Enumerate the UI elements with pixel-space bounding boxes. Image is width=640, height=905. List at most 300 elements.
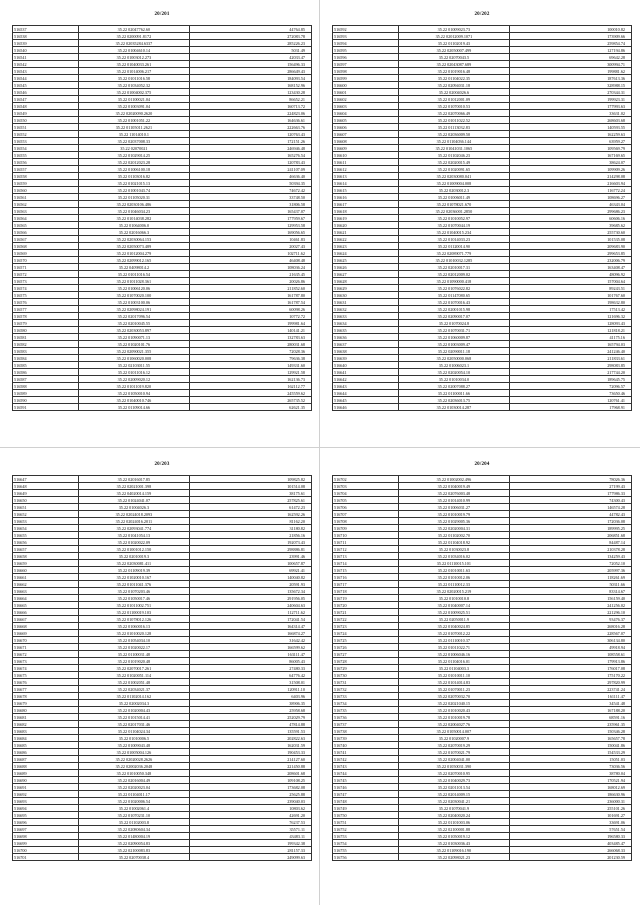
row-id: 516683 bbox=[13, 728, 79, 735]
row-amount: 23991.46 bbox=[190, 553, 312, 560]
table-row bbox=[13, 756, 312, 763]
row-id: 516661 bbox=[13, 574, 79, 581]
row-amount: 25625.88 bbox=[190, 791, 312, 798]
row-amount: 109909.26 bbox=[510, 166, 632, 173]
row-amount: 34541.48 bbox=[510, 700, 632, 707]
row-id: 516714 bbox=[333, 560, 399, 567]
row-code: 35.22 02050011.9 bbox=[398, 616, 509, 623]
row-amount: 38624.07 bbox=[510, 159, 632, 166]
row-code: 35.22 01006023.1 bbox=[398, 362, 509, 369]
table-row bbox=[13, 26, 312, 33]
row-code: 35.22 02070010.95 bbox=[398, 770, 509, 777]
table-row bbox=[333, 609, 632, 616]
table-row bbox=[333, 581, 632, 588]
row-amount: 280031.68 bbox=[190, 341, 312, 348]
row-amount: 239040.03 bbox=[190, 798, 312, 805]
row-code: 35.22 02090021.355 bbox=[78, 348, 189, 355]
row-id: 516726 bbox=[333, 644, 399, 651]
row-code: 35.22 01040024.85 bbox=[398, 623, 509, 630]
row-code: 35.22 01078021.670 bbox=[398, 201, 509, 208]
table-row bbox=[333, 854, 632, 861]
table-row bbox=[333, 40, 632, 47]
row-code: 35.22 02004026.6 bbox=[398, 89, 509, 96]
table-row bbox=[333, 187, 632, 194]
row-id: 516641 bbox=[333, 369, 399, 376]
row-code: 35.22 04098014.2 bbox=[78, 264, 189, 271]
row-id: 516635 bbox=[333, 327, 399, 334]
row-amount: 150346.28 bbox=[510, 728, 632, 735]
table-row bbox=[333, 264, 632, 271]
row-id: 516570 bbox=[13, 257, 79, 264]
row-id: 516582 bbox=[13, 341, 79, 348]
row-id: 516563 bbox=[13, 208, 79, 215]
row-code: 35.22 02080604.34 bbox=[78, 826, 189, 833]
data-table bbox=[12, 25, 312, 411]
row-id: 516681 bbox=[13, 714, 79, 721]
row-id: 516621 bbox=[333, 229, 399, 236]
row-code: 35.22 02010019.3 bbox=[78, 553, 189, 560]
row-code: 35.22 01010011.10 bbox=[398, 672, 509, 679]
row-amount: 150041.86 bbox=[510, 742, 632, 749]
row-amount: 63959.27 bbox=[510, 138, 632, 145]
row-code: 35.22 01009043.48 bbox=[78, 742, 189, 749]
table-row bbox=[13, 763, 312, 770]
row-code: 35.22 02100083.83 bbox=[78, 847, 189, 854]
row-id: 516703 bbox=[333, 483, 399, 490]
row-amount: 167188.20 bbox=[510, 707, 632, 714]
row-id: 516687 bbox=[13, 756, 79, 763]
table-row bbox=[333, 54, 632, 61]
row-amount: 161111.47 bbox=[510, 693, 632, 700]
row-amount: 44782.43 bbox=[510, 511, 632, 518]
row-id: 516648 bbox=[13, 483, 79, 490]
row-amount: 162136.73 bbox=[190, 376, 312, 383]
table-row bbox=[333, 68, 632, 75]
row-code: 35.22 01012001.09 bbox=[398, 96, 509, 103]
row-amount: 20026.86 bbox=[190, 278, 312, 285]
row-code: 35.22 01003091.04 bbox=[78, 103, 189, 110]
row-amount: 164314.47 bbox=[190, 623, 312, 630]
table-row bbox=[13, 187, 312, 194]
table-row bbox=[13, 581, 312, 588]
row-code: 35.22 01001051.22 bbox=[78, 117, 189, 124]
row-id: 516547 bbox=[13, 96, 79, 103]
row-id: 516754 bbox=[333, 840, 399, 847]
row-amount: 46636.40 bbox=[190, 173, 312, 180]
row-amount: 252029.79 bbox=[190, 714, 312, 721]
row-id: 516666 bbox=[13, 609, 79, 616]
table-row bbox=[333, 490, 632, 497]
table-row bbox=[333, 243, 632, 250]
row-code: 35.22 01070024.8 bbox=[398, 320, 509, 327]
row-amount: 160713.72 bbox=[190, 103, 312, 110]
row-code: 35.22 01109014.66 bbox=[78, 404, 189, 411]
row-amount: 15051.03 bbox=[510, 756, 632, 763]
row-code: 35.22 02093041.774 bbox=[78, 525, 189, 532]
row-id: 516572 bbox=[13, 271, 79, 278]
table-row bbox=[333, 518, 632, 525]
table-row bbox=[13, 33, 312, 40]
row-amount: 206851.68 bbox=[510, 532, 632, 539]
row-amount: 42691.20 bbox=[190, 812, 312, 819]
row-amount: 241246.40 bbox=[510, 348, 632, 355]
row-code: 35.22 02024018.2093 bbox=[78, 511, 189, 518]
row-amount: 108696.27 bbox=[510, 194, 632, 201]
row-id: 516674 bbox=[13, 665, 79, 672]
table-row bbox=[13, 553, 312, 560]
row-amount: 74672.42 bbox=[190, 187, 312, 194]
row-code: 35.22 01100011.66 bbox=[398, 390, 509, 397]
row-amount: 127194.86 bbox=[510, 47, 632, 54]
row-id: 516678 bbox=[13, 693, 79, 700]
table-row bbox=[13, 327, 312, 334]
row-id: 516723 bbox=[333, 623, 399, 630]
row-code: 35.22 01011002.751 bbox=[78, 602, 189, 609]
table-row bbox=[13, 40, 312, 47]
row-id: 516706 bbox=[333, 504, 399, 511]
table-row bbox=[13, 166, 312, 173]
row-code: 35.22 02020004.31 bbox=[398, 525, 509, 532]
table-row bbox=[333, 334, 632, 341]
row-code: 35.22 01010052.97 bbox=[398, 215, 509, 222]
row-code: 35.22 01064006.0 bbox=[78, 222, 189, 229]
row-code: 35.22 01076022.82 bbox=[398, 285, 509, 292]
row-id: 516694 bbox=[13, 805, 79, 812]
row-amount: 27480.33 bbox=[190, 665, 312, 672]
row-amount: 121818.21 bbox=[510, 327, 632, 334]
table-row bbox=[13, 672, 312, 679]
row-amount: 189645.75 bbox=[510, 376, 632, 383]
row-code: 35.22 01070044.19 bbox=[398, 222, 509, 229]
row-amount: 48096.92 bbox=[510, 271, 632, 278]
row-id: 516617 bbox=[333, 201, 399, 208]
row-amount: 186630.96 bbox=[510, 791, 632, 798]
row-code: 35.22 02021001.398 bbox=[78, 483, 189, 490]
row-id: 516549 bbox=[13, 110, 79, 117]
table-row bbox=[333, 348, 632, 355]
row-amount: 102711.62 bbox=[190, 250, 312, 257]
row-id: 516610 bbox=[333, 152, 399, 159]
row-id: 516569 bbox=[13, 250, 79, 257]
row-id: 516624 bbox=[333, 250, 399, 257]
table-row bbox=[13, 152, 312, 159]
row-amount: 297820.99 bbox=[510, 679, 632, 686]
row-code: 35.22 01102014.162 bbox=[78, 693, 189, 700]
row-id: 516672 bbox=[13, 651, 79, 658]
row-id: 516740 bbox=[333, 742, 399, 749]
row-id: 516553 bbox=[13, 138, 79, 145]
row-amount: 192073.43 bbox=[190, 539, 312, 546]
table-row bbox=[13, 525, 312, 532]
row-code: 35.22 01029014.25 bbox=[78, 152, 189, 159]
row-code: 35.22 01020101.76 bbox=[78, 341, 189, 348]
table-row bbox=[13, 362, 312, 369]
row-amount: 100010.82 bbox=[510, 26, 632, 33]
row-code: 35.22 02047762.60 bbox=[78, 26, 189, 33]
table-row bbox=[333, 61, 632, 68]
row-amount: 246946.48 bbox=[190, 145, 312, 152]
table-row bbox=[333, 511, 632, 518]
table-row bbox=[333, 292, 632, 299]
row-code: 35.22 01090071.13 bbox=[78, 334, 189, 341]
row-id: 516602 bbox=[333, 96, 399, 103]
row-amount: 57651.54 bbox=[510, 826, 632, 833]
row-code: 35.22 01010050.348 bbox=[78, 770, 189, 777]
row-id: 516686 bbox=[13, 749, 79, 756]
row-amount: 168152.96 bbox=[190, 82, 312, 89]
row-amount: 179913.86 bbox=[510, 658, 632, 665]
table-row bbox=[13, 777, 312, 784]
row-code: 35.22 02050007.499 bbox=[398, 47, 509, 54]
row-id: 516701 bbox=[13, 854, 79, 861]
row-id: 516607 bbox=[333, 131, 399, 138]
row-code: 35.22 01020091.65 bbox=[398, 166, 509, 173]
row-id: 516721 bbox=[333, 609, 399, 616]
row-id: 516628 bbox=[333, 278, 399, 285]
row-id: 516538 bbox=[13, 33, 79, 40]
table-row bbox=[333, 504, 632, 511]
row-id: 516552 bbox=[13, 131, 79, 138]
table-row bbox=[333, 595, 632, 602]
row-code: 35.22 02070038.4 bbox=[78, 854, 189, 861]
row-amount: 245559.62 bbox=[190, 390, 312, 397]
row-amount: 221450.88 bbox=[190, 763, 312, 770]
table-row bbox=[13, 348, 312, 355]
table-row bbox=[333, 756, 632, 763]
row-amount: 49918.94 bbox=[510, 644, 632, 651]
row-id: 516542 bbox=[13, 61, 79, 68]
row-id: 516733 bbox=[333, 693, 399, 700]
row-id: 516633 bbox=[333, 313, 399, 320]
row-id: 516605 bbox=[333, 117, 399, 124]
table-row bbox=[333, 327, 632, 334]
row-amount: 33748.50 bbox=[190, 194, 312, 201]
data-table bbox=[332, 25, 632, 411]
row-code: 35.22 01078012.126 bbox=[78, 616, 189, 623]
row-id: 516608 bbox=[333, 138, 399, 145]
row-amount: 41175.16 bbox=[510, 334, 632, 341]
data-table bbox=[12, 475, 312, 861]
row-code: 35.22 01006046.16 bbox=[398, 651, 509, 658]
row-amount: 89243.51 bbox=[510, 285, 632, 292]
row-code: 35.22 02030053.897 bbox=[78, 327, 189, 334]
row-amount: 101535.08 bbox=[510, 236, 632, 243]
row-id: 516550 bbox=[13, 117, 79, 124]
table-row bbox=[333, 229, 632, 236]
row-code: 35.22 01105011.2621 bbox=[78, 124, 189, 131]
row-amount: 161787.54 bbox=[190, 299, 312, 306]
table-row bbox=[13, 791, 312, 798]
row-code: 35.22 01100019.103 bbox=[78, 609, 189, 616]
row-amount: 285226.23 bbox=[190, 40, 312, 47]
table-row bbox=[13, 47, 312, 54]
table-row bbox=[333, 553, 632, 560]
row-amount: 202822.63 bbox=[190, 735, 312, 742]
row-code: 35.22 01060009.87 bbox=[398, 334, 509, 341]
row-code: 35.22 01019016.48 bbox=[398, 68, 509, 75]
row-code: 35.22 02070032.70 bbox=[398, 693, 509, 700]
row-amount: 109569.79 bbox=[510, 145, 632, 152]
row-amount: 60606.16 bbox=[510, 215, 632, 222]
table-row bbox=[13, 390, 312, 397]
row-code: 35.22 02021040.15 bbox=[398, 700, 509, 707]
row-id: 516588 bbox=[13, 383, 79, 390]
row-amount: 198632.80 bbox=[510, 299, 632, 306]
row-id: 516685 bbox=[13, 742, 79, 749]
row-code: 35.22 02010045.55 bbox=[78, 320, 189, 327]
row-code: 35.22 02098021.23 bbox=[398, 854, 509, 861]
table-row bbox=[333, 96, 632, 103]
table-row bbox=[13, 812, 312, 819]
row-code: 35.22 01010019.78 bbox=[398, 714, 509, 721]
row-id: 516698 bbox=[13, 833, 79, 840]
table-row bbox=[13, 292, 312, 299]
row-amount: 298886.81 bbox=[190, 546, 312, 553]
row-amount: 211833.61 bbox=[510, 355, 632, 362]
row-id: 516548 bbox=[13, 103, 79, 110]
table-row bbox=[13, 201, 312, 208]
row-code: 35.22 02036013.75 bbox=[398, 397, 509, 404]
row-code: 35.22 01015014.41 bbox=[78, 714, 189, 721]
table-row bbox=[13, 665, 312, 672]
table-row bbox=[333, 376, 632, 383]
row-amount: 257825.61 bbox=[190, 497, 312, 504]
row-id: 516590 bbox=[13, 397, 79, 404]
row-code: 35.22 01050017.46 bbox=[78, 595, 189, 602]
row-amount: 216603.94 bbox=[510, 180, 632, 187]
row-id: 516710 bbox=[333, 532, 399, 539]
row-amount: 101514.08 bbox=[190, 483, 312, 490]
row-amount: 217744.20 bbox=[510, 369, 632, 376]
row-code: 35.22 02034021.37 bbox=[78, 686, 189, 693]
table-row bbox=[13, 574, 312, 581]
row-code: 35.22 01070010.53 bbox=[398, 103, 509, 110]
row-code: 35.22 02024016.2011 bbox=[78, 518, 189, 525]
row-amount: 170521.94 bbox=[510, 777, 632, 784]
table-row bbox=[13, 110, 312, 117]
row-code: 35.22 02020015.219 bbox=[398, 588, 509, 595]
row-code: 35.22 02004027.76 bbox=[398, 721, 509, 728]
table-row bbox=[13, 54, 312, 61]
row-id: 516677 bbox=[13, 686, 79, 693]
row-amount: 306134.80 bbox=[510, 637, 632, 644]
table-row bbox=[13, 560, 312, 567]
row-id: 516736 bbox=[333, 714, 399, 721]
row-id: 516650 bbox=[13, 497, 79, 504]
row-id: 516729 bbox=[333, 665, 399, 672]
row-id: 516593 bbox=[333, 33, 399, 40]
row-amount: 167169.65 bbox=[510, 152, 632, 159]
row-amount: 199342.38 bbox=[190, 840, 312, 847]
table-row bbox=[333, 672, 632, 679]
table-row bbox=[13, 299, 312, 306]
table-row bbox=[13, 215, 312, 222]
table-row bbox=[333, 362, 632, 369]
row-id: 516652 bbox=[13, 511, 79, 518]
row-id: 516691 bbox=[13, 784, 79, 791]
row-amount: 128093.43 bbox=[510, 320, 632, 327]
row-code: 35.22 01014038.282 bbox=[78, 215, 189, 222]
row-id: 516612 bbox=[333, 166, 399, 173]
row-amount: 116772.24 bbox=[510, 187, 632, 194]
row-code: 35.22 01006011.49 bbox=[398, 194, 509, 201]
table-row bbox=[333, 341, 632, 348]
row-id: 516558 bbox=[13, 173, 79, 180]
page-title: 20/201 bbox=[154, 12, 170, 17]
row-amount: 44764.85 bbox=[190, 26, 312, 33]
row-code: 35.22 02070017.261 bbox=[78, 665, 189, 672]
table-row bbox=[333, 707, 632, 714]
row-amount: 108036.24 bbox=[190, 264, 312, 271]
table-row bbox=[333, 539, 632, 546]
row-amount: 81162.20 bbox=[190, 518, 312, 525]
row-amount: 187613.36 bbox=[510, 75, 632, 82]
row-id: 516599 bbox=[333, 75, 399, 82]
row-code: 35.22 02090054.83 bbox=[78, 840, 189, 847]
row-id: 516704 bbox=[333, 490, 399, 497]
row-code: 35.22 01070203.46 bbox=[78, 588, 189, 595]
row-id: 516728 bbox=[333, 658, 399, 665]
row-amount: 17513.42 bbox=[510, 306, 632, 313]
row-id: 516657 bbox=[13, 546, 79, 553]
row-amount: 135591.53 bbox=[190, 728, 312, 735]
row-code: 35.22 01105020.31 bbox=[78, 194, 189, 201]
row-amount: 135672.34 bbox=[190, 588, 312, 595]
row-code: 35.22 01040007.14 bbox=[398, 602, 509, 609]
row-amount: 62621.35 bbox=[190, 404, 312, 411]
table-row bbox=[333, 159, 632, 166]
row-code: 35.22 02030080.041 bbox=[398, 173, 509, 180]
row-amount: 268603.68 bbox=[510, 117, 632, 124]
row-amount: 120783.43 bbox=[190, 159, 312, 166]
row-code: 35.22 02043087.689 bbox=[398, 61, 509, 68]
table-row bbox=[333, 833, 632, 840]
row-amount: 156496.33 bbox=[190, 61, 312, 68]
row-code: 35.22 01070031.71 bbox=[398, 327, 509, 334]
row-id: 516583 bbox=[13, 348, 79, 355]
row-id: 516540 bbox=[13, 47, 79, 54]
row-amount: 5031.49 bbox=[190, 47, 312, 54]
row-id: 516709 bbox=[333, 525, 399, 532]
row-id: 516711 bbox=[333, 539, 399, 546]
row-code: 35.22 01110015.101 bbox=[398, 560, 509, 567]
row-amount: 121696.32 bbox=[510, 313, 632, 320]
row-code: 35.22 01020051.114 bbox=[78, 672, 189, 679]
table-row bbox=[13, 313, 312, 320]
row-amount: 177986.33 bbox=[510, 490, 632, 497]
table-row bbox=[13, 250, 312, 257]
row-id: 516551 bbox=[13, 124, 79, 131]
row-amount: 184093.54 bbox=[190, 75, 312, 82]
row-amount: 299653.85 bbox=[510, 250, 632, 257]
table-row bbox=[13, 546, 312, 553]
row-id: 516600 bbox=[333, 82, 399, 89]
row-amount: 221296.10 bbox=[510, 609, 632, 616]
table-row bbox=[333, 173, 632, 180]
row-code: 35.22 02094031.18 bbox=[398, 82, 509, 89]
table-row bbox=[13, 383, 312, 390]
row-amount: 108558.61 bbox=[510, 651, 632, 658]
row-id: 516537 bbox=[13, 26, 79, 33]
table-row bbox=[13, 714, 312, 721]
table-row bbox=[333, 602, 632, 609]
row-id: 516562 bbox=[13, 201, 79, 208]
row-id: 516613 bbox=[333, 173, 399, 180]
row-amount: 214127.60 bbox=[190, 756, 312, 763]
table-row bbox=[13, 61, 312, 68]
row-id: 516659 bbox=[13, 560, 79, 567]
row-amount: 299686.23 bbox=[510, 208, 632, 215]
